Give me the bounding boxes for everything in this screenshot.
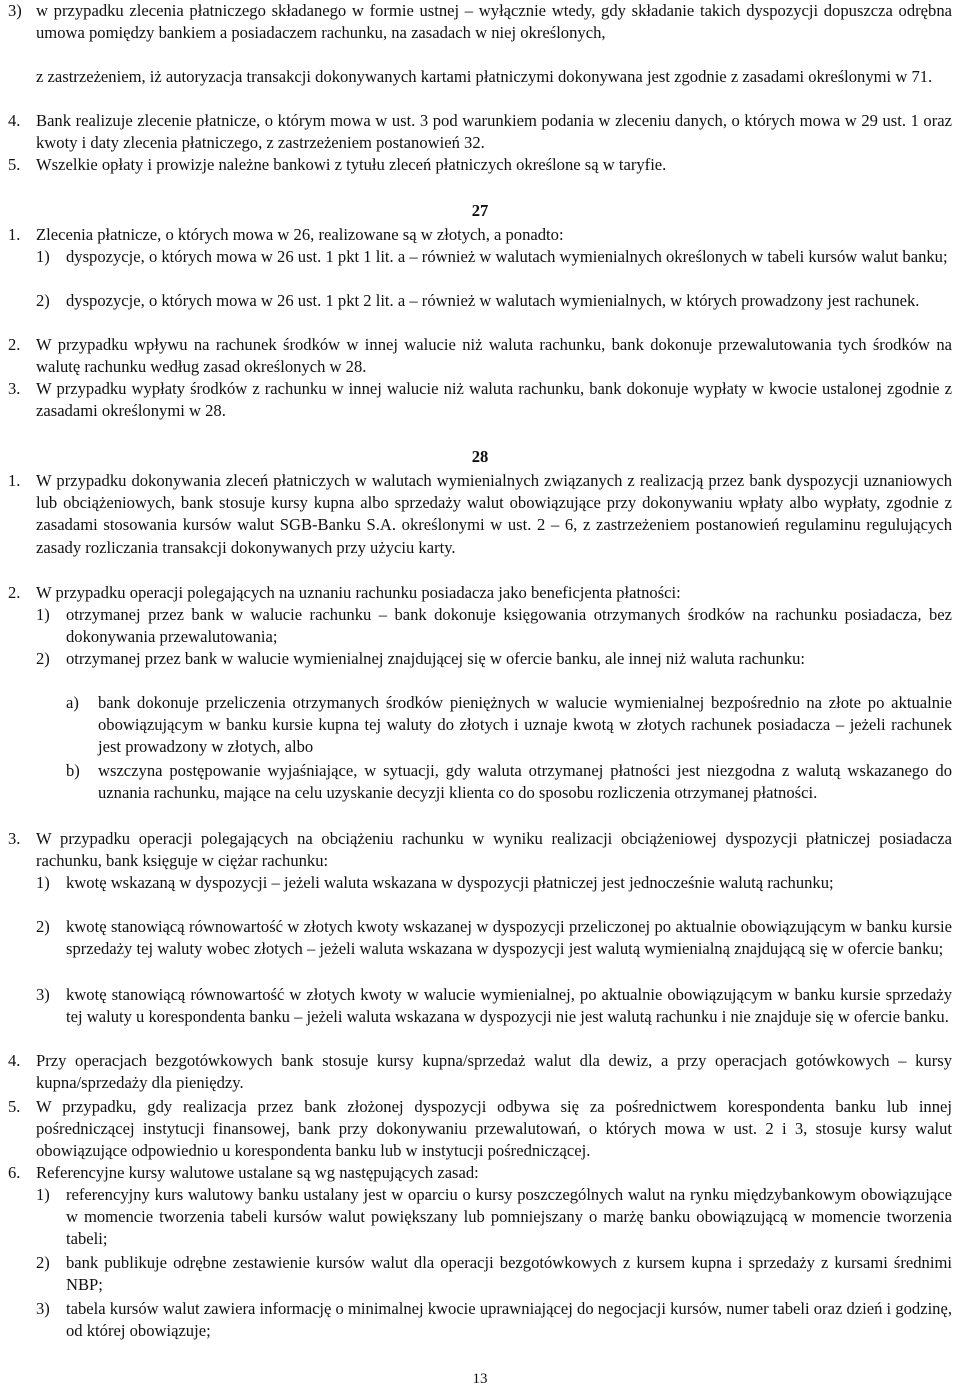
item-text: wszczyna postępowanie wyjaśniające, w sytuacji, gdy waluta otrzymanej płatności jest niezgodna z walutą wskazanego do uznania rachunku, mające na celu uzyskanie decyzji klienta co do sposobu rozliczenia otrzymanej płatności. — [98, 761, 952, 803]
s28-item-6-2 — [0, 1252, 960, 1296]
s27-item-1 — [0, 224, 960, 246]
item-text: W przypadku wpływu na rachunek środków w innej walucie niż waluta rachunku, bank dokonuje przewalutowania tych środków na walutę rachunku według zasad określonych w 28. — [36, 335, 952, 377]
page-number: 13 — [472, 1371, 488, 1387]
item-text: Referencyjne kursy walutowe ustalane są wg następujących zasad: — [36, 1163, 479, 1182]
item-text: dyspozycje, o których mowa w 26 ust. 1 pkt 1 lit. a – również w walutach wymienialnych określonych w tabeli kursów walut banku; — [66, 247, 948, 266]
item-text: Wszelkie opłaty i prowizje należne bankowi z tytułu zleceń płatniczych określone są w taryfie. — [36, 155, 667, 174]
item-number: 1) — [36, 873, 50, 892]
s28-item-6-3 — [0, 1298, 960, 1342]
intro-item-3 — [0, 0, 960, 44]
item-text: tabela kursów walut zawiera informację o minimalnej kwocie uprawniającej do negocjacji kursów, numer tabeli oraz dzień i godzinę, od której obowiązuje; — [66, 1299, 952, 1341]
intro-item-5 — [0, 154, 960, 176]
item-text: referencyjny kurs walutowy banku ustalany jest w oparciu o kursy poszczególnych walut na rynku międzybankowym obowiązujące w momencie tworzenia tabeli kursów walut powiększany lub pomniejszany o marżę banku obowiązującą w momencie tworzenia tabeli; — [66, 1185, 952, 1249]
item-text: W przypadku, gdy realizacja przez bank złożonej dyspozycji odbywa się za pośrednictwem korespondenta banku lub innej pośredniczącej instytucji finansowej, bank przy dokonywaniu przewalutowań, o których mowa w ust. 2 i 3, stosuje kursy walut obowiązujące odpowiednio u korespondenta banku lub w instytucji pośredniczącej. — [36, 1097, 952, 1161]
s28-item-3 — [0, 828, 960, 872]
s28-item-3-1 — [0, 872, 960, 894]
item-number: 3) — [36, 985, 50, 1004]
s28-item-3-2 — [0, 916, 960, 960]
item-number: 2) — [36, 291, 50, 310]
item-number: 4. — [8, 111, 21, 130]
s27-item-2 — [0, 334, 960, 378]
item-number: 1) — [36, 605, 50, 624]
section-27-heading — [0, 200, 960, 222]
item-text: kwotę stanowiącą równowartość w złotych kwoty wskazanej w dyspozycji przeliczonej po aktualnie obowiązującym w banku kursie sprzedaży tej waluty wobec złotych – jeżeli waluta wskazana w dyspozycji jest walutą wymienialną znajdującą się w ofercie banku; — [66, 917, 952, 959]
s28-item-2-1 — [0, 604, 960, 648]
item-number: b) — [66, 761, 80, 780]
item-text: Zlecenia płatnicze, o których mowa w 26, realizowane są w złotych, a ponadto: — [36, 225, 564, 244]
s28-item-2-2-a — [0, 692, 960, 759]
item-number: 1. — [8, 225, 21, 244]
s28-item-3-3 — [0, 984, 960, 1028]
item-text: otrzymanej przez bank w walucie rachunku – bank dokonuje księgowania otrzymanych środków na rachunku posiadacza, bez dokonywania przewalutowania; — [66, 605, 952, 647]
item-text: z zastrzeżeniem, iż autoryzacja transakcji dokonywanych kartami płatniczymi dokonywana jest zgodnie z zasadami określonymi w 71. — [36, 67, 933, 86]
s28-item-1 — [0, 470, 960, 559]
intro-item-4 — [0, 110, 960, 154]
item-text: Przy operacjach bezgotówkowych bank stosuje kursy kupna/sprzedaż walut dla dewiz, a przy operacjach gotówkowych – kursy kupna/sprzedaży dla pieniędzy. — [36, 1051, 952, 1093]
item-number: 3. — [8, 379, 21, 398]
item-text: kwotę stanowiącą równowartość w złotych kwoty w walucie wymienialnej, po aktualnie obowiązującym w banku kursie sprzedaży tej waluty u korespondenta banku – jeżeli waluta wskazana w dyspozycji nie jest walutą rachunku i nie znajduje się w ofercie banku. — [66, 985, 952, 1027]
item-text: W przypadku dokonywania zleceń płatniczych w walutach wymienialnych związanych z realizacją przez bank dyspozycji uznaniowych lub obciążeniowych, bank stosuje kursy kupna albo sprzedaży walut obowiązujące przy dokonywaniu wpłaty albo wypłaty, zgodnie z zasadami stosowania kursów walut SGB-Banku S.A. określonymi w ust. 2 – 6, z zastrzeżeniem postanowień regulaminu regulujących zasady rozliczania transakcji dokonywanych przy użyciu karty. — [36, 471, 952, 557]
item-text: bank publikuje odrębne zestawienie kursów walut dla operacji bezgotówkowych z kursem kupna i sprzedaży z kursami średnimi NBP; — [66, 1253, 952, 1295]
s28-item-6 — [0, 1162, 960, 1184]
section-heading: 27 — [471, 201, 489, 220]
item-number: 2. — [8, 335, 21, 354]
item-number: 2) — [36, 1253, 50, 1272]
item-text: bank dokonuje przeliczenia otrzymanych środków pieniężnych w walucie wymienialnej bezpośrednio na złote po aktualnie obowiązującym w banku kursie kupna tej waluty do złotych i uznaje kwotą w złotych rachunek posiadacza – jeżeli rachunek jest prowadzony w złotych, albo — [98, 693, 952, 757]
s28-item-5 — [0, 1096, 960, 1163]
item-number: 1. — [8, 471, 21, 490]
item-number: a) — [66, 693, 79, 712]
item-text: kwotę wskazaną w dyspozycji – jeżeli waluta wskazana w dyspozycji płatniczej jest jednocześnie walutą rachunku; — [66, 873, 834, 892]
item-number: 2. — [8, 583, 21, 602]
s27-item-1-1 — [0, 246, 960, 268]
section-28-heading — [0, 446, 960, 468]
item-text: dyspozycje, o których mowa w 26 ust. 1 pkt 2 lit. a – również w walutach wymienialnych, w których prowadzony jest rachunek. — [66, 291, 920, 310]
item-number: 2) — [36, 649, 50, 668]
item-number: 1) — [36, 1185, 50, 1204]
item-text: otrzymanej przez bank w walucie wymienialnej znajdującej się w ofercie banku, ale innej niż waluta rachunku: — [66, 649, 806, 668]
item-text: Bank realizuje zlecenie płatnicze, o którym mowa w ust. 3 pod warunkiem podania w zleceniu danych, o których mowa w 29 ust. 1 oraz kwoty i daty zlecenia płatniczego, z zastrzeżeniem postanowień 32. — [36, 111, 952, 153]
item-number: 3. — [8, 829, 21, 848]
s28-item-4 — [0, 1050, 960, 1094]
item-text: W przypadku wypłaty środków z rachunku w innej walucie niż waluta rachunku, bank dokonuje wypłaty w kwocie ustalonej zgodnie z zasadami określonymi w 28. — [36, 379, 952, 421]
s28-item-2 — [0, 582, 960, 604]
item-number: 6. — [8, 1163, 21, 1182]
intro-item-3-continuation — [0, 66, 960, 88]
item-text: W przypadku operacji polegających na obciążeniu rachunku w wyniku realizacji obciążeniowej dyspozycji płatniczej posiadacza rachunku, bank księguje w ciężar rachunku: — [36, 829, 952, 871]
item-number: 4. — [8, 1051, 21, 1070]
section-heading: 28 — [471, 447, 489, 466]
item-text: w przypadku zlecenia płatniczego składanego w formie ustnej – wyłącznie wtedy, gdy składanie takich dyspozycji dopuszcza odrębna umowa pomiędzy bankiem a posiadaczem rachunku, na zasadach w niej określonych, — [36, 1, 952, 43]
item-number: 5. — [8, 155, 21, 174]
s27-item-1-2 — [0, 290, 960, 312]
s28-item-2-2 — [0, 648, 960, 670]
item-number: 1) — [36, 247, 50, 266]
item-text: W przypadku operacji polegających na uznaniu rachunku posiadacza jako beneficjenta płatności: — [36, 583, 681, 602]
item-number: 2) — [36, 917, 50, 936]
item-number: 3) — [8, 1, 22, 20]
item-number: 3) — [36, 1299, 50, 1318]
s28-item-6-1 — [0, 1184, 960, 1251]
item-number: 5. — [8, 1097, 21, 1116]
s27-item-3 — [0, 378, 960, 422]
s28-item-2-2-b — [0, 760, 960, 804]
